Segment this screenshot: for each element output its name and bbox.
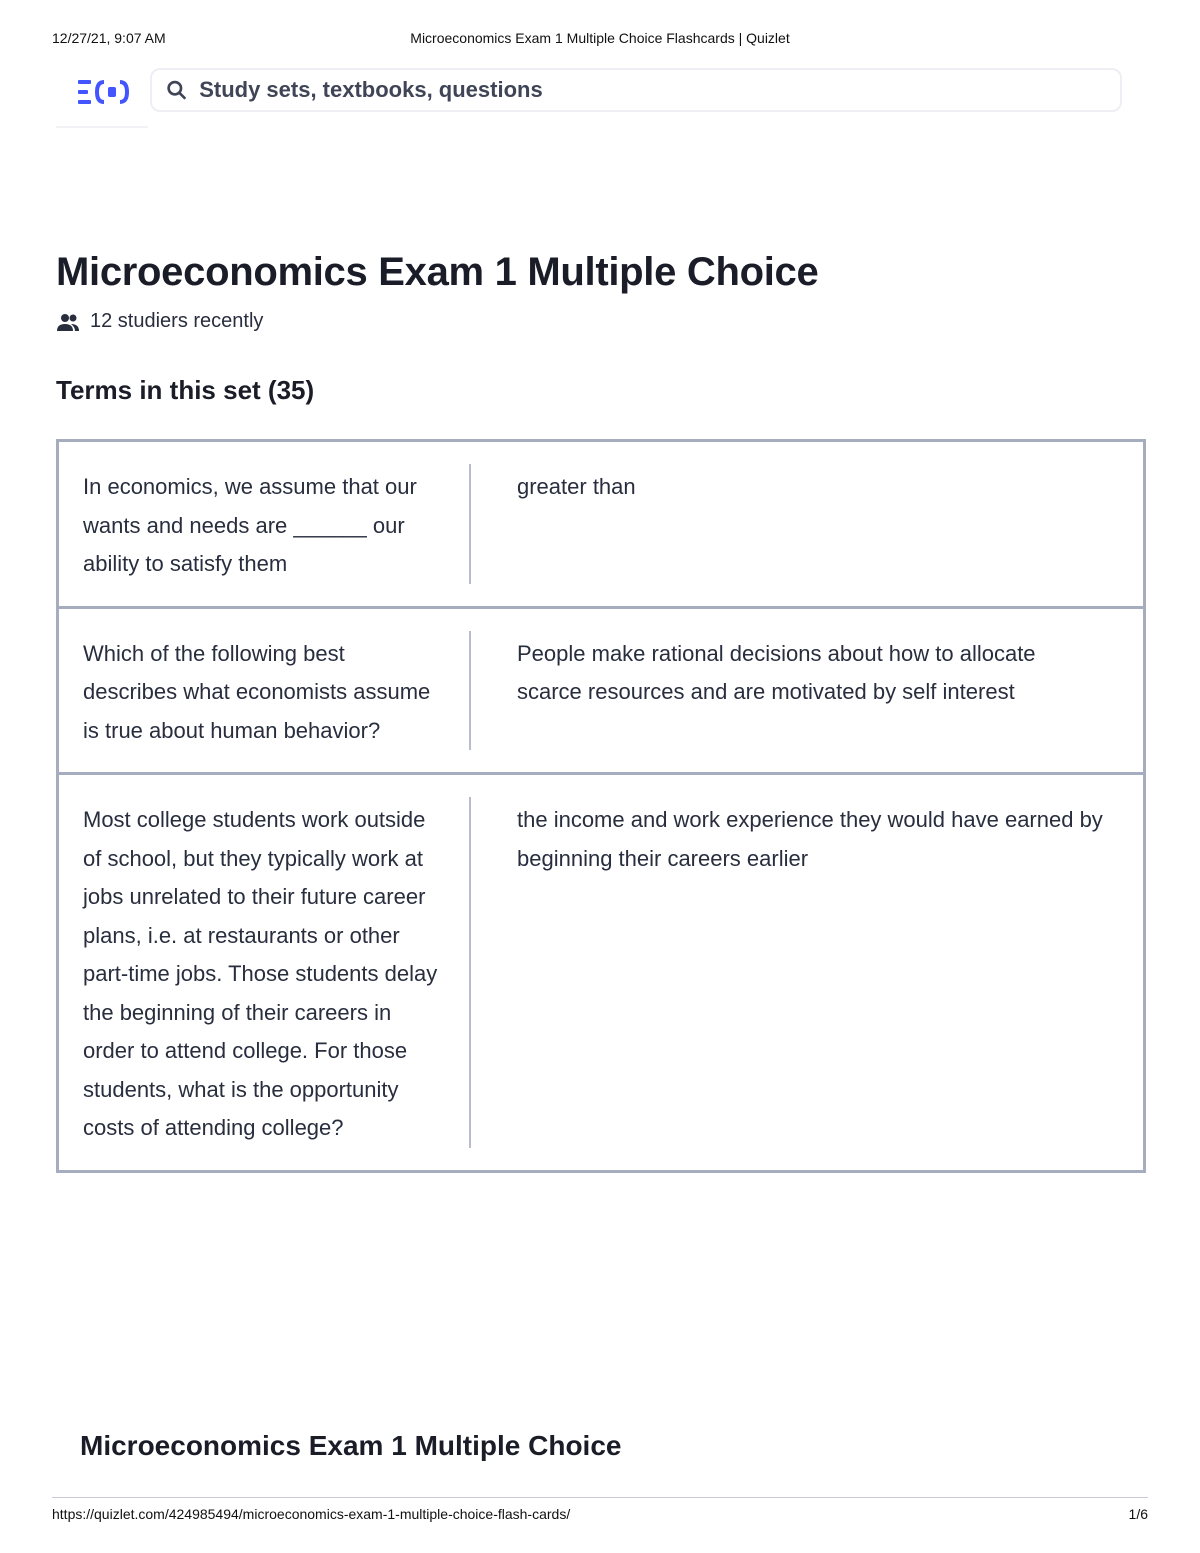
- print-datetime: 12/27/21, 9:07 AM: [52, 30, 166, 46]
- search-input[interactable]: [197, 76, 1120, 104]
- logo-underline: [56, 126, 148, 128]
- print-header: [52, 30, 1148, 48]
- terms-heading: Terms in this set (35): [56, 375, 315, 405]
- flashcard: [56, 609, 1146, 776]
- page-title: Microeconomics Exam 1 Multiple Choice: [56, 250, 819, 294]
- card-term: Most college students work outside of school, but they typically work at jobs unrelated to their future career plans, i.e. at restaurants or other part-time jobs. Those students delay the beginning of their careers in order to attend college. For those students, what is the opportunity costs of attending college?: [83, 807, 438, 1140]
- card-definition: People make rational decisions about how to allocate scarce resources and are motivated by self interest: [517, 640, 1036, 704]
- card-term: In economics, we assume that our wants and needs are ______ our ability to satisfy them: [83, 474, 417, 576]
- search-bar[interactable]: [150, 68, 1122, 112]
- search-icon: [166, 79, 187, 101]
- page-url: https://quizlet.com/424985494/microeconomics-exam-1-multiple-choice-flash-cards/: [52, 1506, 571, 1522]
- print-document-title: Microeconomics Exam 1 Multiple Choice Flashcards | Quizlet: [410, 30, 790, 46]
- studiers-count: [56, 310, 263, 333]
- flashcard: [56, 775, 1146, 1173]
- footer-set-title: Microeconomics Exam 1 Multiple Choice: [80, 1430, 622, 1461]
- card-definition: the income and work experience they would have earned by beginning their careers earlier: [517, 807, 1103, 871]
- flashcard: [56, 439, 1146, 609]
- flashcard-list: [56, 439, 1146, 1173]
- footer-divider: [52, 1497, 1148, 1498]
- card-term: Which of the following best describes what economists assume is true about human behavior?: [83, 640, 431, 743]
- users-icon: [56, 312, 80, 332]
- studiers-label: 12 studiers recently: [90, 310, 264, 332]
- quizlet-logo-icon[interactable]: [76, 77, 132, 107]
- page-number: 1/6: [1128, 1506, 1148, 1522]
- card-definition: greater than: [517, 474, 636, 499]
- top-navigation-bar: [56, 68, 1122, 116]
